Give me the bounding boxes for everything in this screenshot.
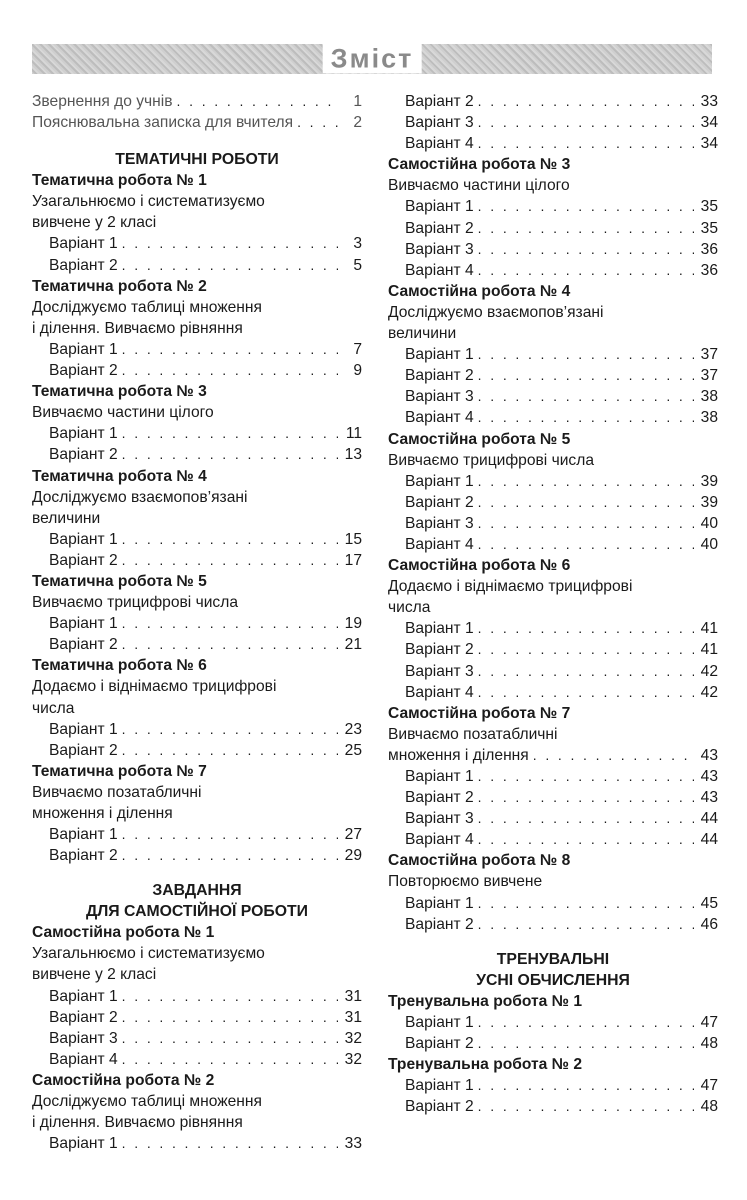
variant-entry: Варіант 1 . . . 31 [32,986,362,1007]
variant-entry: Варіант 1 . . . 7 [32,339,362,360]
variant-entry: Варіант 4 . . . 42 [388,682,718,703]
work-description: Досліджуємо взаємопов’язані величини [32,488,248,527]
variant-entry: Варіант 2 . . . 17 [32,550,362,571]
work-title: Тематична робота № 6 [32,657,207,675]
entry-label: Пояснювальна записка для вчителя [32,114,294,132]
work-title: Самостійна робота № 2 [32,1071,215,1089]
leader-dots [177,91,338,112]
entry-page: 2 [353,114,362,132]
variant-entry: Варіант 3 . . . 44 [388,808,718,829]
variant-entry: Варіант 3 . . . 36 [388,239,718,260]
work-title: Тренувальна робота № 2 [388,1056,583,1074]
toc-entry [32,112,362,133]
work-description: Вивчаємо трицифрові числа [32,594,239,612]
variant-entry: Варіант 1 . . . 35 [388,196,718,217]
variant-entry: Варіант 2 . . . 46 [388,914,718,935]
section-heading: ТРЕНУВАЛЬНІ УСНІ ОБЧИСЛЕННЯ [476,950,630,989]
toc-entry [32,91,362,112]
variant-entry: Варіант 1 . . . 11 [32,423,362,444]
work-title: Тематична робота № 5 [32,572,207,590]
work-description: Вивчаємо позатабличні множення і ділення [32,783,202,822]
work-title: Самостійна робота № 6 [388,557,571,575]
variant-entry: Варіант 4 . . . 38 [388,407,718,428]
entry-label: Звернення до учнів [32,93,173,110]
variant-entry: Варіант 3 . . . 38 [388,386,718,407]
variant-entry: Варіант 2 . . . 41 [388,639,718,660]
work-title: Самостійна робота № 3 [388,156,571,174]
work-title: Самостійна робота № 7 [388,704,571,722]
variant-entry: Варіант 3 . . . 34 [388,112,718,133]
work-title: Самостійна робота № 1 [32,924,215,942]
work-title: Самостійна робота № 5 [388,430,571,448]
variant-entry: Варіант 4 . . . 44 [388,829,718,850]
work-description: Вивчаємо трицифрові числа [388,451,595,469]
work-description: Узагальнюємо і систематизуємо вивчене у 2 класі [32,945,265,984]
variant-entry: Варіант 1 . . . 43 [388,766,718,787]
variant-entry: Варіант 4 . . . 34 [388,133,718,154]
variant-entry: Варіант 4 . . . 40 [388,534,718,555]
variant-entry: Варіант 1 . . . 33 [32,1133,362,1154]
contents-title: Зміст [323,43,422,73]
right-column [388,91,718,1117]
variant-entry: Варіант 1 . . . 39 [388,471,718,492]
variant-entry: Варіант 2 . . . 35 [388,218,718,239]
work-title: Тренувальна робота № 1 [388,992,583,1010]
section-heading: ТЕМАТИЧНІ РОБОТИ [115,151,279,169]
variant-entry: Варіант 3 . . . 40 [388,513,718,534]
work-title: Тематична робота № 7 [32,762,207,780]
toc-entry: множення і ділення . . . 43 [388,745,718,766]
work-title: Тематична робота № 4 [32,467,207,485]
variant-entry: Варіант 2 . . . 9 [32,360,362,381]
work-title: Самостійна робота № 8 [388,852,571,870]
variant-entry: Варіант 4 . . . 36 [388,260,718,281]
leader-dots [297,112,338,133]
work-description: Досліджуємо таблиці множення і ділення. Вивчаємо рівняння [32,1093,262,1132]
variant-entry: Варіант 2 . . . 37 [388,365,718,386]
work-title: Тематична робота № 2 [32,277,207,295]
work-description: Вивчаємо частини цілого [388,177,570,195]
work-title: Тематична робота № 1 [32,172,207,190]
variant-entry: Варіант 1 . . . 47 [388,1075,718,1096]
work-description: Узагальнюємо і систематизуємо вивчене у 2 класі [32,193,265,232]
variant-entry: Варіант 2 . . . 31 [32,1007,362,1028]
work-description: Досліджуємо взаємопов’язані величини [388,303,604,343]
entry-page: 1 [353,93,362,110]
variant-entry: Варіант 4 . . . 32 [32,1049,362,1070]
variant-entry: Варіант 1 . . . 47 [388,1012,718,1033]
variant-entry: Варіант 1 . . . 37 [388,344,718,365]
variant-entry: Варіант 2 . . . 29 [32,845,362,866]
work-description: Повторюємо вивчене [388,873,543,891]
variant-entry: Варіант 2 . . . 43 [388,787,718,808]
work-title: Тематична робота № 3 [32,383,207,401]
variant-entry: Варіант 1 . . . 3 [32,233,362,254]
variant-entry: Варіант 1 . . . 41 [388,618,718,639]
variant-entry: Варіант 1 . . . 27 [32,824,362,845]
variant-entry: Варіант 3 . . . 42 [388,661,718,682]
variant-entry: Варіант 3 . . . 32 [32,1028,362,1049]
variant-entry: Варіант 2 . . . 13 [32,444,362,465]
work-description: Досліджуємо таблиці множення і ділення. Вивчаємо рівняння [32,298,262,337]
work-description: Додаємо і віднімаємо трицифрові числа [388,578,633,617]
variant-entry: Варіант 2 . . . 39 [388,492,718,513]
variant-entry: Варіант 2 . . . 5 [32,255,362,276]
variant-entry: Варіант 1 . . . 45 [388,893,718,914]
variant-entry: Варіант 1 . . . 23 [32,719,362,740]
variant-entry: Варіант 1 . . . 19 [32,613,362,634]
contents-title-bar [32,44,712,74]
variant-entry: Варіант 2 . . . 33 [388,91,718,112]
variant-entry: Варіант 2 . . . 25 [32,740,362,761]
variant-entry: Варіант 2 . . . 21 [32,634,362,655]
section-heading: ЗАВДАННЯ ДЛЯ САМОСТІЙНОЇ РОБОТИ [85,882,309,921]
work-description: Додаємо і віднімаємо трицифрові числа [32,678,277,717]
variant-entry: Варіант 2 . . . 48 [388,1096,718,1117]
left-column [32,91,362,1154]
variant-entry: Варіант 2 . . . 48 [388,1033,718,1054]
work-description: Вивчаємо позатабличні [388,725,558,743]
work-title: Самостійна робота № 4 [388,282,571,300]
work-description: Вивчаємо частини цілого [32,404,214,422]
variant-entry: Варіант 1 . . . 15 [32,529,362,550]
